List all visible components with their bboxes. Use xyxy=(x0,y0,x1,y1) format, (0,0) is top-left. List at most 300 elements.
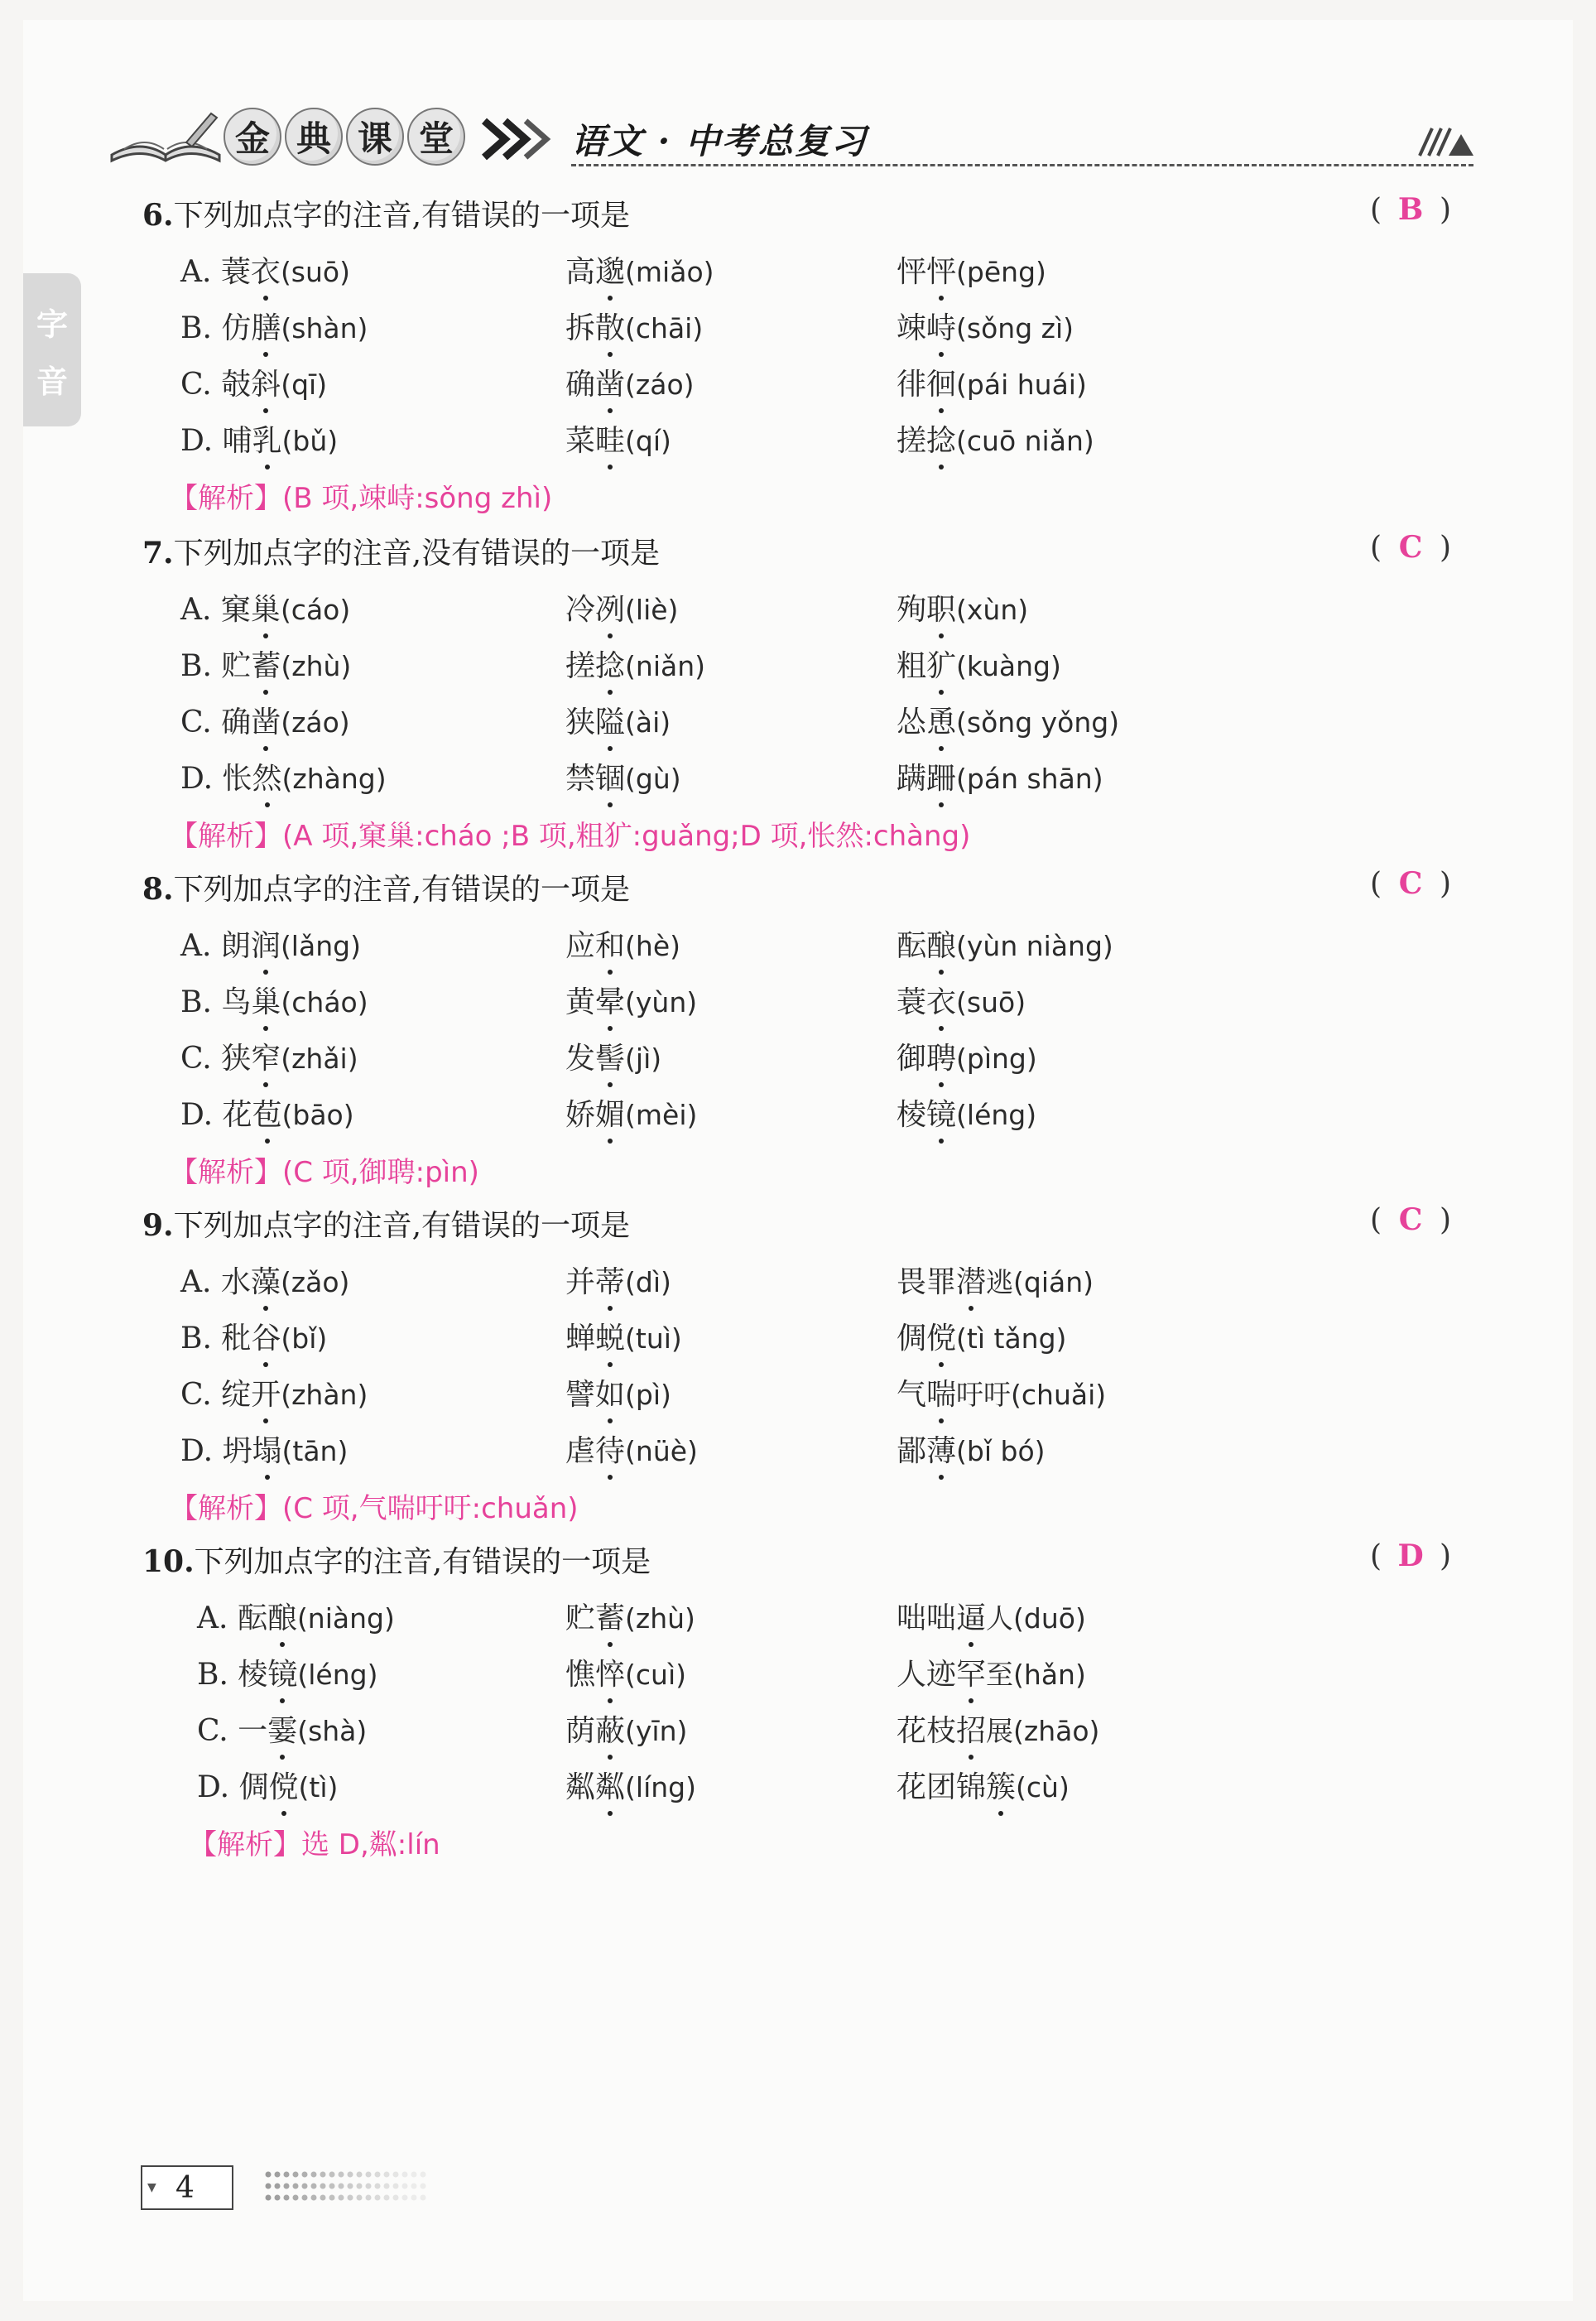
pinyin-annotation: 至(hǎn) xyxy=(986,1659,1086,1691)
dotted-character: 招 xyxy=(956,1707,986,1750)
option-item xyxy=(180,755,387,797)
option-label: B. xyxy=(180,985,212,1019)
analysis-note xyxy=(170,475,552,516)
dotted-character: 蔽 xyxy=(595,1707,625,1750)
word-part: 棱 xyxy=(897,1098,927,1132)
word-part: 攲 xyxy=(221,368,252,402)
pinyin-annotation: (niàng) xyxy=(296,1602,395,1635)
dotted-character: 衣 xyxy=(926,979,956,1021)
answer-bracket: ( B ) xyxy=(1370,192,1452,227)
double-chevron-icon xyxy=(480,114,563,164)
decoration-dot xyxy=(339,2184,344,2189)
pinyin-annotation: (kuàng) xyxy=(956,650,1061,682)
option-item xyxy=(180,586,350,628)
option-label: D. xyxy=(180,762,214,796)
option-label: C. xyxy=(180,705,212,739)
dotted-character: 和 xyxy=(595,922,625,965)
dotted-character: 开 xyxy=(251,1371,281,1413)
answer-bracket: ( D ) xyxy=(1370,1539,1452,1573)
option-label: A. xyxy=(180,929,212,963)
decoration-dot xyxy=(311,2172,317,2178)
dotted-character: 待 xyxy=(595,1428,625,1470)
question-number: 6. xyxy=(142,198,174,233)
option-item xyxy=(180,1428,348,1470)
word-part: 花枝 xyxy=(897,1714,957,1748)
dotted-character: 媚 xyxy=(595,1091,625,1134)
dotted-character: 犷 xyxy=(926,643,956,685)
decoration-dot xyxy=(411,2195,417,2201)
answer-letter: C xyxy=(1398,530,1423,565)
word-part: 御 xyxy=(897,1042,927,1076)
option-item xyxy=(897,699,1119,741)
word-part: 水 xyxy=(220,1265,251,1299)
analysis-note xyxy=(170,1486,579,1526)
dotted-character: 晕 xyxy=(595,979,625,1021)
word-part: 虐 xyxy=(565,1434,596,1468)
page-header xyxy=(108,99,1473,174)
option-item xyxy=(197,1651,377,1693)
pinyin-annotation: (zhù) xyxy=(625,1602,695,1635)
pinyin-annotation: (cuō niǎn) xyxy=(956,425,1094,457)
option-label: A. xyxy=(180,255,212,289)
decoration-dot xyxy=(411,2172,417,2178)
decoration-dot xyxy=(329,2184,335,2189)
word-part: 粼 xyxy=(565,1770,596,1804)
option-label: D. xyxy=(197,1770,230,1804)
word-part: 倜 xyxy=(897,1322,927,1356)
pinyin-annotation: (liè) xyxy=(625,594,679,626)
decoration-dot xyxy=(266,2184,272,2189)
pinyin-annotation: (pēng) xyxy=(956,256,1046,288)
option-item xyxy=(897,1371,1106,1413)
dotted-character: 蓄 xyxy=(251,643,281,685)
option-label: D. xyxy=(180,424,214,458)
dotted-character: 罕 xyxy=(956,1651,986,1693)
pinyin-annotation: (záo) xyxy=(281,706,350,739)
analysis-tag: 【解析】 xyxy=(170,482,282,515)
pinyin-annotation: (tuì) xyxy=(625,1322,682,1355)
dotted-character: 畦 xyxy=(595,417,625,460)
word-part: 譬 xyxy=(565,1378,596,1412)
decoration-dot xyxy=(275,2195,281,2201)
pinyin-annotation: (cuì) xyxy=(625,1659,687,1691)
word-part: 怦 xyxy=(897,255,927,289)
word-part: 确 xyxy=(221,705,252,739)
pinyin-annotation: (pán shān) xyxy=(956,763,1103,795)
analysis-note xyxy=(170,813,970,854)
dotted-character: 徊 xyxy=(926,361,956,403)
option-item xyxy=(897,922,1113,965)
option-item xyxy=(565,305,703,347)
answer-bracket: ( C ) xyxy=(1370,866,1452,901)
decoration-dot xyxy=(366,2184,372,2189)
pinyin-annotation: 人(duō) xyxy=(986,1602,1086,1635)
option-item xyxy=(565,643,705,685)
dotted-character: 峙 xyxy=(926,305,956,347)
analysis-note xyxy=(170,1149,479,1190)
option-item xyxy=(897,1315,1066,1357)
dotted-character: 苞 xyxy=(252,1091,282,1134)
option-item xyxy=(897,979,1026,1021)
decoration-dot xyxy=(284,2184,290,2189)
option-item xyxy=(565,922,680,965)
dotted-character: 逼 xyxy=(956,1595,986,1637)
dotted-character: 凿 xyxy=(251,699,281,741)
option-item xyxy=(897,586,1028,628)
option-item xyxy=(180,1371,368,1413)
pinyin-annotation: (xùn) xyxy=(956,594,1029,626)
dotted-character: 职 xyxy=(926,586,956,628)
analysis-note xyxy=(189,1822,440,1862)
section-side-tab xyxy=(23,273,81,426)
analysis-tag: 【解析】 xyxy=(170,1156,282,1189)
decoration-dot xyxy=(329,2195,335,2201)
word-part: 拆 xyxy=(565,311,596,345)
dotted-character: 巢 xyxy=(251,586,281,628)
pinyin-annotation: (bāo) xyxy=(281,1099,354,1131)
decoration-dot xyxy=(375,2184,381,2189)
word-part: 鄙 xyxy=(897,1434,927,1468)
corner-stripes-icon xyxy=(1416,124,1473,157)
pinyin-annotation: (dì) xyxy=(625,1266,671,1298)
word-part: 冷 xyxy=(565,593,596,627)
pinyin-annotation: (jì) xyxy=(625,1043,662,1075)
word-part: 并 xyxy=(565,1265,596,1299)
pinyin-annotation: (pái huái) xyxy=(956,368,1087,401)
analysis-text: (C 项,气喘吁吁:chuǎn) xyxy=(282,1492,579,1525)
dotted-character: 镜 xyxy=(267,1651,297,1693)
option-label: C. xyxy=(180,1378,212,1412)
option-item xyxy=(565,979,697,1021)
option-item xyxy=(197,1595,395,1637)
option-item xyxy=(565,1091,697,1134)
word-part: 哺 xyxy=(222,424,252,458)
question-number: 7. xyxy=(142,536,174,571)
option-item xyxy=(565,699,671,741)
option-item xyxy=(897,1259,1094,1301)
question-text: 下列加点字的注音,有错误的一项是 xyxy=(173,199,631,233)
answer-bracket: ( C ) xyxy=(1370,530,1452,565)
pinyin-annotation: (nüè) xyxy=(625,1435,698,1467)
pinyin-annotation: (sǒng zì) xyxy=(956,312,1074,344)
option-label: B. xyxy=(180,1322,212,1356)
decoration-dot xyxy=(402,2184,408,2189)
word-part: 人迹 xyxy=(897,1658,957,1692)
page-number-box xyxy=(141,2165,233,2210)
word-part: 狭 xyxy=(221,1042,252,1076)
word-part: 花团锦 xyxy=(897,1770,987,1804)
option-item xyxy=(197,1707,367,1750)
dotted-character: 藻 xyxy=(251,1259,281,1301)
pinyin-annotation: (zhàng) xyxy=(281,763,387,795)
option-item xyxy=(897,643,1061,685)
word-part: 蝉 xyxy=(565,1322,596,1356)
word-part: 倜 xyxy=(238,1770,269,1804)
word-part: 仿 xyxy=(221,311,252,345)
word-part: 菜 xyxy=(565,424,596,458)
dotted-character: 巢 xyxy=(251,979,281,1021)
dotted-character: 潜 xyxy=(956,1259,986,1301)
dotted-character: 聘 xyxy=(926,1035,956,1077)
pinyin-annotation: (zhàn) xyxy=(281,1379,368,1411)
answer-letter: C xyxy=(1398,1202,1423,1237)
word-part: 应 xyxy=(565,929,596,963)
word-part: 黄 xyxy=(565,985,596,1019)
word-part: 蓑 xyxy=(897,985,927,1019)
option-item xyxy=(565,1707,687,1750)
word-part: 娇 xyxy=(565,1098,596,1132)
word-part: 鸟 xyxy=(221,985,252,1019)
dotted-character: 傥 xyxy=(269,1764,299,1806)
answer-letter: D xyxy=(1397,1539,1424,1573)
question-stem xyxy=(142,1539,651,1581)
question-text: 下列加点字的注音,有错误的一项是 xyxy=(173,1209,631,1243)
word-part: 搓 xyxy=(565,649,596,683)
word-part: 坍 xyxy=(222,1434,252,1468)
decoration-dot xyxy=(266,2172,272,2178)
word-part: 禁 xyxy=(565,762,596,796)
question-stem xyxy=(142,866,630,908)
analysis-text: (B 项,竦峙:sǒng zhì) xyxy=(282,482,553,515)
word-part: 发 xyxy=(565,1042,596,1076)
decoration-dot xyxy=(393,2172,399,2178)
decoration-dot xyxy=(393,2195,399,2201)
question-text: 下列加点字的注音,有错误的一项是 xyxy=(194,1545,651,1579)
pinyin-annotation: (bǔ) xyxy=(281,425,339,457)
decoration-dot xyxy=(375,2172,381,2178)
pinyin-annotation: 展(zhāo) xyxy=(986,1715,1100,1747)
book-pen-icon xyxy=(108,109,224,167)
dotted-character: 捻 xyxy=(926,417,956,460)
pinyin-annotation: (yùn niàng) xyxy=(956,930,1113,962)
word-part: 气 xyxy=(897,1378,927,1412)
pinyin-annotation: (léng) xyxy=(297,1659,378,1691)
decoration-dot xyxy=(348,2184,353,2189)
word-part: 确 xyxy=(565,368,596,402)
option-item xyxy=(897,1428,1046,1470)
question-number: 10. xyxy=(142,1544,195,1579)
option-item xyxy=(897,361,1087,403)
dotted-character: 锢 xyxy=(595,755,625,797)
pinyin-annotation: (pì) xyxy=(625,1379,671,1411)
pinyin-annotation: 吁吁(chuǎi) xyxy=(956,1379,1107,1411)
word-part: 怂 xyxy=(897,705,927,739)
word-part: 一 xyxy=(238,1714,268,1748)
dotted-character: 蒂 xyxy=(595,1259,625,1301)
decoration-dot xyxy=(375,2195,381,2201)
option-item xyxy=(180,979,368,1021)
brand-char: 典 xyxy=(285,108,343,166)
option-item xyxy=(565,1371,671,1413)
option-item xyxy=(565,361,695,403)
word-part: 狭 xyxy=(565,705,596,739)
word-part: 憔 xyxy=(565,1658,596,1692)
pinyin-annotation: (tì tǎng) xyxy=(956,1322,1067,1355)
pinyin-annotation: (pìng) xyxy=(956,1043,1037,1075)
option-item xyxy=(897,755,1103,797)
option-label: A. xyxy=(180,593,212,627)
decoration-dot xyxy=(366,2195,372,2201)
word-part: 朗 xyxy=(220,929,251,963)
pinyin-annotation: (shà) xyxy=(297,1715,368,1747)
option-label: C. xyxy=(180,368,212,402)
word-part: 高 xyxy=(565,255,596,289)
word-part: 贮 xyxy=(221,649,252,683)
option-item xyxy=(897,1091,1036,1134)
dotted-character: 捻 xyxy=(595,643,625,685)
decoration-dot xyxy=(339,2172,344,2178)
decoration-dot xyxy=(339,2195,344,2201)
answer-letter: C xyxy=(1398,866,1423,901)
analysis-text: 选 D,粼:lín xyxy=(301,1828,440,1861)
decoration-dot xyxy=(357,2195,363,2201)
analysis-text: (A 项,窠巢:cháo ;B 项,粗犷:guǎng;D 项,怅然:chàng) xyxy=(282,820,971,853)
decoration-dot xyxy=(311,2184,317,2189)
pinyin-annotation: (cù) xyxy=(1016,1771,1070,1803)
option-item xyxy=(180,1259,349,1301)
decoration-dot xyxy=(302,2172,308,2178)
dotted-character: 斜 xyxy=(251,361,281,403)
brand-char: 堂 xyxy=(407,108,465,166)
option-label: C. xyxy=(180,1042,212,1076)
word-part: 窠 xyxy=(220,593,251,627)
option-item xyxy=(180,305,368,347)
decoration-dot xyxy=(348,2172,353,2178)
decoration-dot xyxy=(284,2195,290,2201)
decoration-dot xyxy=(411,2184,417,2189)
decoration-dot xyxy=(329,2172,335,2178)
pinyin-annotation: (tān) xyxy=(281,1435,349,1467)
pinyin-annotation: (chāi) xyxy=(625,312,704,344)
dotted-character: 粼 xyxy=(595,1764,625,1806)
decoration-dot xyxy=(402,2195,408,2201)
dotted-character: 如 xyxy=(595,1371,625,1413)
dotted-character: 薄 xyxy=(926,1428,956,1470)
option-item xyxy=(897,1595,1086,1637)
decoration-dot xyxy=(421,2184,426,2189)
decoration-dot xyxy=(357,2184,363,2189)
option-item xyxy=(565,755,681,797)
word-part: 畏罪 xyxy=(897,1265,957,1299)
decoration-dot xyxy=(293,2172,299,2178)
pinyin-annotation: (qí) xyxy=(625,425,671,457)
decoration-dot xyxy=(384,2195,390,2201)
pinyin-annotation: (yīn) xyxy=(625,1715,688,1747)
subject-title: 语文 · 中考总复习 xyxy=(571,121,868,161)
dotted-character: 邈 xyxy=(595,248,625,291)
decoration-dot xyxy=(302,2184,308,2189)
decoration-dot xyxy=(421,2172,426,2178)
dotted-character: 簇 xyxy=(986,1764,1016,1806)
word-part: 徘 xyxy=(897,368,927,402)
pinyin-annotation: (bǐ bó) xyxy=(956,1435,1046,1467)
pinyin-annotation: (záo) xyxy=(625,368,695,401)
option-item xyxy=(180,699,350,741)
question-text: 下列加点字的注音,有错误的一项是 xyxy=(173,873,631,907)
word-part: 搓 xyxy=(897,424,927,458)
option-label: A. xyxy=(197,1601,228,1635)
option-label: D. xyxy=(180,1434,214,1468)
decoration-dot xyxy=(366,2172,372,2178)
dotted-character: 酿 xyxy=(267,1595,297,1637)
dotted-character: 散 xyxy=(595,305,625,347)
question-stem xyxy=(142,530,660,572)
option-item xyxy=(897,1707,1099,1750)
option-label: C. xyxy=(197,1714,228,1748)
word-part: 怅 xyxy=(222,762,252,796)
option-item xyxy=(180,1035,358,1077)
word-part: 殉 xyxy=(897,593,927,627)
analysis-tag: 【解析】 xyxy=(170,1492,282,1525)
question-text: 下列加点字的注音,没有错误的一项是 xyxy=(173,537,661,571)
pinyin-annotation: (zǎo) xyxy=(280,1266,350,1298)
decoration-dot xyxy=(384,2184,390,2189)
dotted-character: 蜕 xyxy=(595,1315,625,1357)
decoration-dot xyxy=(402,2172,408,2178)
side-tab-char: 音 xyxy=(36,362,68,400)
option-item xyxy=(565,1259,671,1301)
option-item xyxy=(565,586,678,628)
option-item xyxy=(897,248,1046,291)
word-part: 花 xyxy=(222,1098,252,1132)
option-item xyxy=(180,922,361,965)
option-item xyxy=(197,1764,338,1806)
decoration-dot xyxy=(293,2184,299,2189)
dotted-character: 恿 xyxy=(926,699,956,741)
pinyin-annotation: (suō) xyxy=(280,256,350,288)
option-item xyxy=(565,1764,696,1806)
word-part: 荫 xyxy=(565,1714,596,1748)
dotted-character: 塌 xyxy=(252,1428,282,1470)
dotted-character: 镜 xyxy=(926,1091,956,1134)
option-label: A. xyxy=(180,1265,212,1299)
decoration-dot xyxy=(311,2195,317,2201)
option-item xyxy=(565,1651,686,1693)
pinyin-annotation: (gù) xyxy=(625,763,681,795)
option-item xyxy=(565,1428,698,1470)
word-part: 粗 xyxy=(897,649,927,683)
pinyin-annotation: (líng) xyxy=(625,1771,696,1803)
dotted-character: 膳 xyxy=(251,305,281,347)
decoration-dot xyxy=(393,2184,399,2189)
option-item xyxy=(897,1764,1070,1806)
option-item xyxy=(180,361,327,403)
decoration-dot xyxy=(421,2195,426,2201)
option-item xyxy=(180,1315,327,1357)
option-item xyxy=(565,1315,682,1357)
decoration-dot xyxy=(302,2195,308,2201)
dotted-character: 衣 xyxy=(251,248,281,291)
decoration-dot xyxy=(384,2172,390,2178)
pinyin-annotation: (niǎn) xyxy=(625,650,706,682)
word-part: 咄咄 xyxy=(897,1601,957,1635)
decoration-dot xyxy=(320,2195,326,2201)
dotted-character: 酿 xyxy=(926,922,956,965)
option-label: D. xyxy=(180,1098,214,1132)
option-item xyxy=(180,1091,354,1134)
option-item xyxy=(565,248,714,291)
dotted-character: 喘 xyxy=(926,1371,956,1413)
decoration-dot xyxy=(348,2195,353,2201)
option-item xyxy=(897,1651,1086,1693)
question-number: 8. xyxy=(142,872,174,907)
triangle-marker-icon: ▼ xyxy=(147,2181,156,2194)
option-item xyxy=(180,643,351,685)
pinyin-annotation: (sǒng yǒng) xyxy=(956,706,1120,739)
dotted-character: 冽 xyxy=(595,586,625,628)
option-item xyxy=(180,248,350,291)
page-number: 4 xyxy=(175,2170,195,2205)
